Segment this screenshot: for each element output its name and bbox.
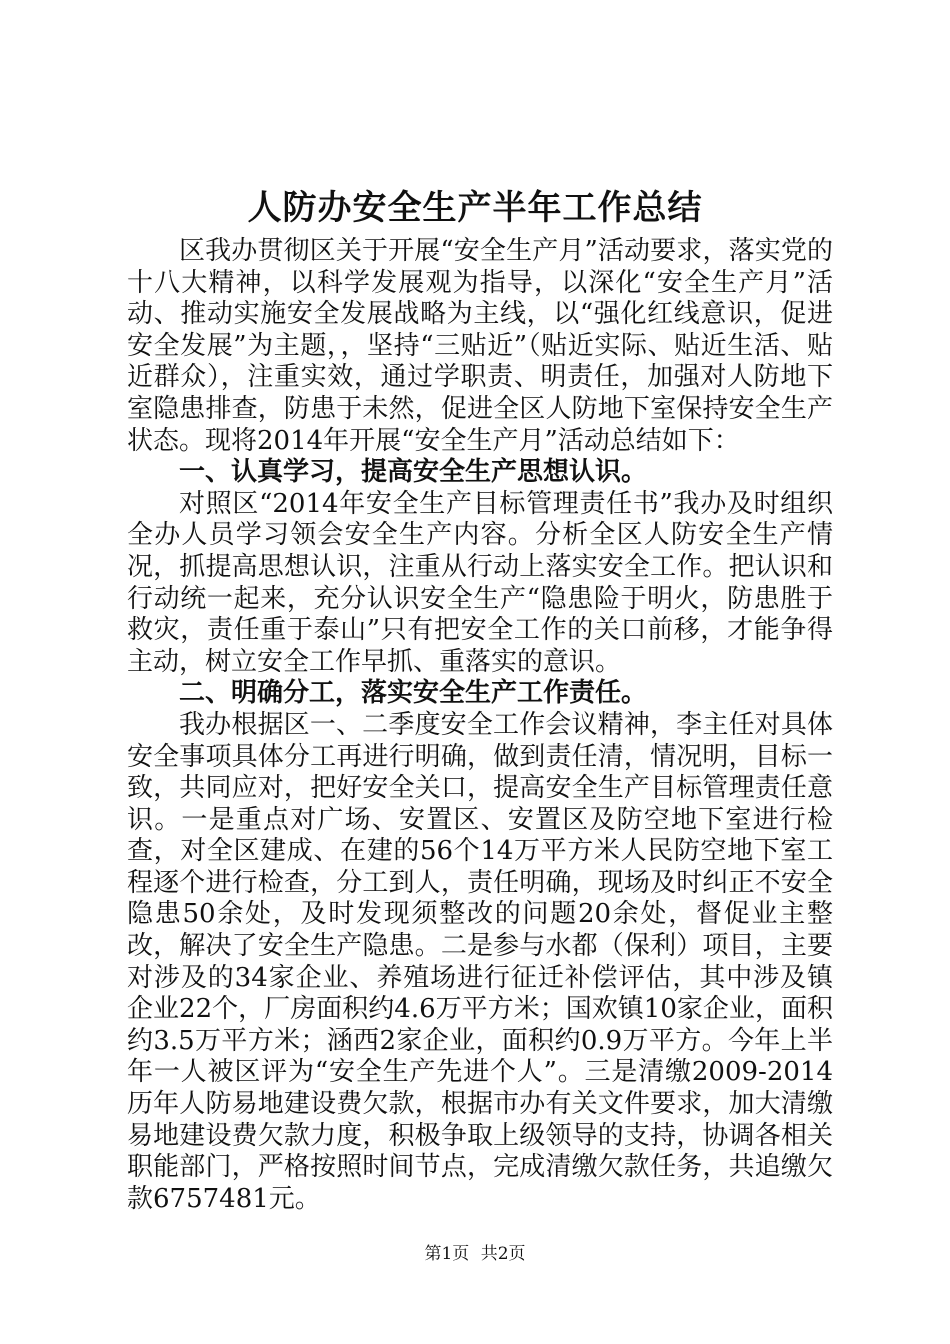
page-footer [0,1242,950,1266]
page-number: 第1页 [424,1244,470,1264]
section-2-paragraph: 我办根据区一、二季度安全工作会议精神，李主任对具体安全事项具体分工再进行明确，做到责任清，情况明，目标一致，共同应对，把好安全关口，提高安全生产目标管理责任意识。一是重点对广场、安置区、安置区及防空地下室进行检查，对全区建成、在建的56个14万平方米人民防空地下室工程逐个进行检查，分工到人，责任明确，现场及时纠正不安全隐患50余处，及时发现须整改的问题20余处，督促业主整改，解决了安全生产隐患。二是参与水都（保利）项目，主要对涉及的34家企业、养殖场进行征迁补偿评估，其中涉及镇企业22个，厂房面积约4.6万平方米；国欢镇10家企业，面积约3.5万平方米；涵西2家企业，面积约0.9万平方。今年上半年一人被区评为“安全生产先进个人”。三是清缴2009-2014历年人防易地建设费欠款，根据市办有关文件要求，加大清缴易地建设费欠款力度，积极争取上级领导的支持，协调各相关职能部门，严格按照时间节点，完成清缴欠款任务，共追缴欠款6757481元。 [127,709,833,1214]
document-body [127,236,833,1215]
document-title: 人防办安全生产半年工作总结 [247,188,703,228]
intro-paragraph: 区我办贯彻区关于开展“安全生产月”活动要求，落实党的十八大精神，以科学发展观为指导，以深化“安全生产月”活动、推动实施安全发展战略为主线，以“强化红线意识，促进安全发展”为主题，，坚持“三贴近”（贴近实际、贴近生活、贴近群众），注重实效，通过学职责、明责任，加强对人防地下室隐患排查，防患于未然，促进全区人防地下室保持安全生产状态。现将2014年开展“安全生产月”活动总结如下： [127,236,833,456]
section-heading-1: 一、认真学习，提高安全生产思想认识。 [179,457,648,488]
page-total: 共2页 [480,1244,526,1264]
section-heading-2: 二、明确分工，落实安全生产工作责任。 [179,678,648,709]
section-1-paragraph: 对照区“2014年安全生产目标管理责任书”我办及时组织全办人员学习领会安全生产内容。分析全区人防安全生产情况，抓提高思想认识，注重从行动上落实安全工作。把认识和行动统一起来，充分认识安全生产“隐患险于明火，防患胜于救灾，责任重于泰山”只有把安全工作的关口前移，才能争得主动，树立安全工作早抓、重落实的意识。 [127,488,833,677]
